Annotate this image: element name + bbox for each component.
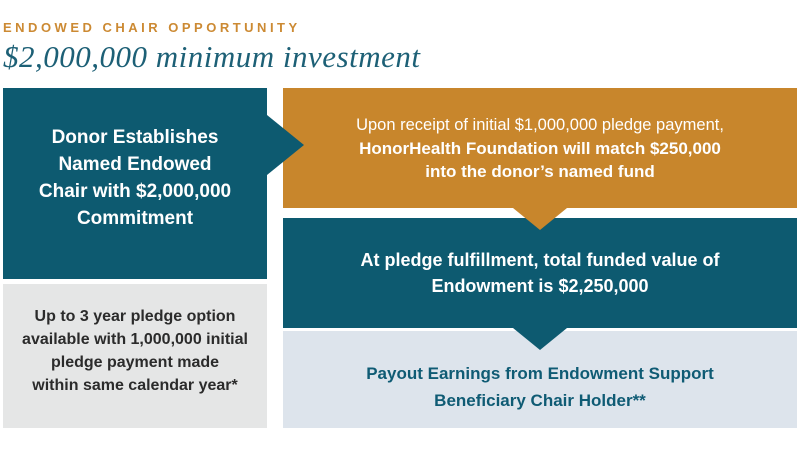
payout-line-1: Payout Earnings from Endowment Support xyxy=(366,363,714,383)
note-line-3: pledge payment made xyxy=(50,354,220,371)
pledge-option-note-box xyxy=(3,284,267,428)
header xyxy=(3,20,420,72)
match-line-1: Upon receipt of initial $1,000,000 pledge payment, xyxy=(356,115,724,134)
note-line-1: Up to 3 year pledge option xyxy=(34,308,236,325)
fulfillment-line-2: Endowment is $2,250,000 xyxy=(431,276,649,296)
match-line-3: into the donor’s named fund xyxy=(425,161,655,181)
donor-line-2: Named Endowed xyxy=(58,153,212,175)
pledge-fulfillment-text xyxy=(313,247,767,299)
payout-line-2: Beneficiary Chair Holder** xyxy=(434,390,646,410)
donor-commitment-text xyxy=(23,124,247,232)
arrow-down-icon xyxy=(513,208,567,230)
donor-line-1: Donor Establishes xyxy=(51,126,219,148)
note-line-4: within same calendar year* xyxy=(32,377,238,394)
arrow-down-icon xyxy=(513,328,567,350)
note-line-2: available with 1,000,000 initial xyxy=(22,331,248,348)
fulfillment-line-1: At pledge fulfillment, total funded value of xyxy=(360,250,720,270)
arrow-right-icon xyxy=(267,115,304,175)
pledge-fulfillment-box xyxy=(283,218,797,328)
page-title: $2,000,000 minimum investment xyxy=(3,39,421,74)
donor-line-4: Commitment xyxy=(76,207,194,229)
donor-commitment-box xyxy=(3,88,267,279)
donor-line-3: Chair with $2,000,000 xyxy=(38,180,232,202)
payout-earnings-text xyxy=(313,360,767,414)
eyebrow-heading: ENDOWED CHAIR OPPORTUNITY xyxy=(3,20,301,35)
pledge-option-note-text xyxy=(17,305,253,397)
foundation-match-text xyxy=(313,114,767,183)
foundation-match-box xyxy=(283,88,797,208)
match-line-2: HonorHealth Foundation will match $250,000 xyxy=(359,138,721,158)
